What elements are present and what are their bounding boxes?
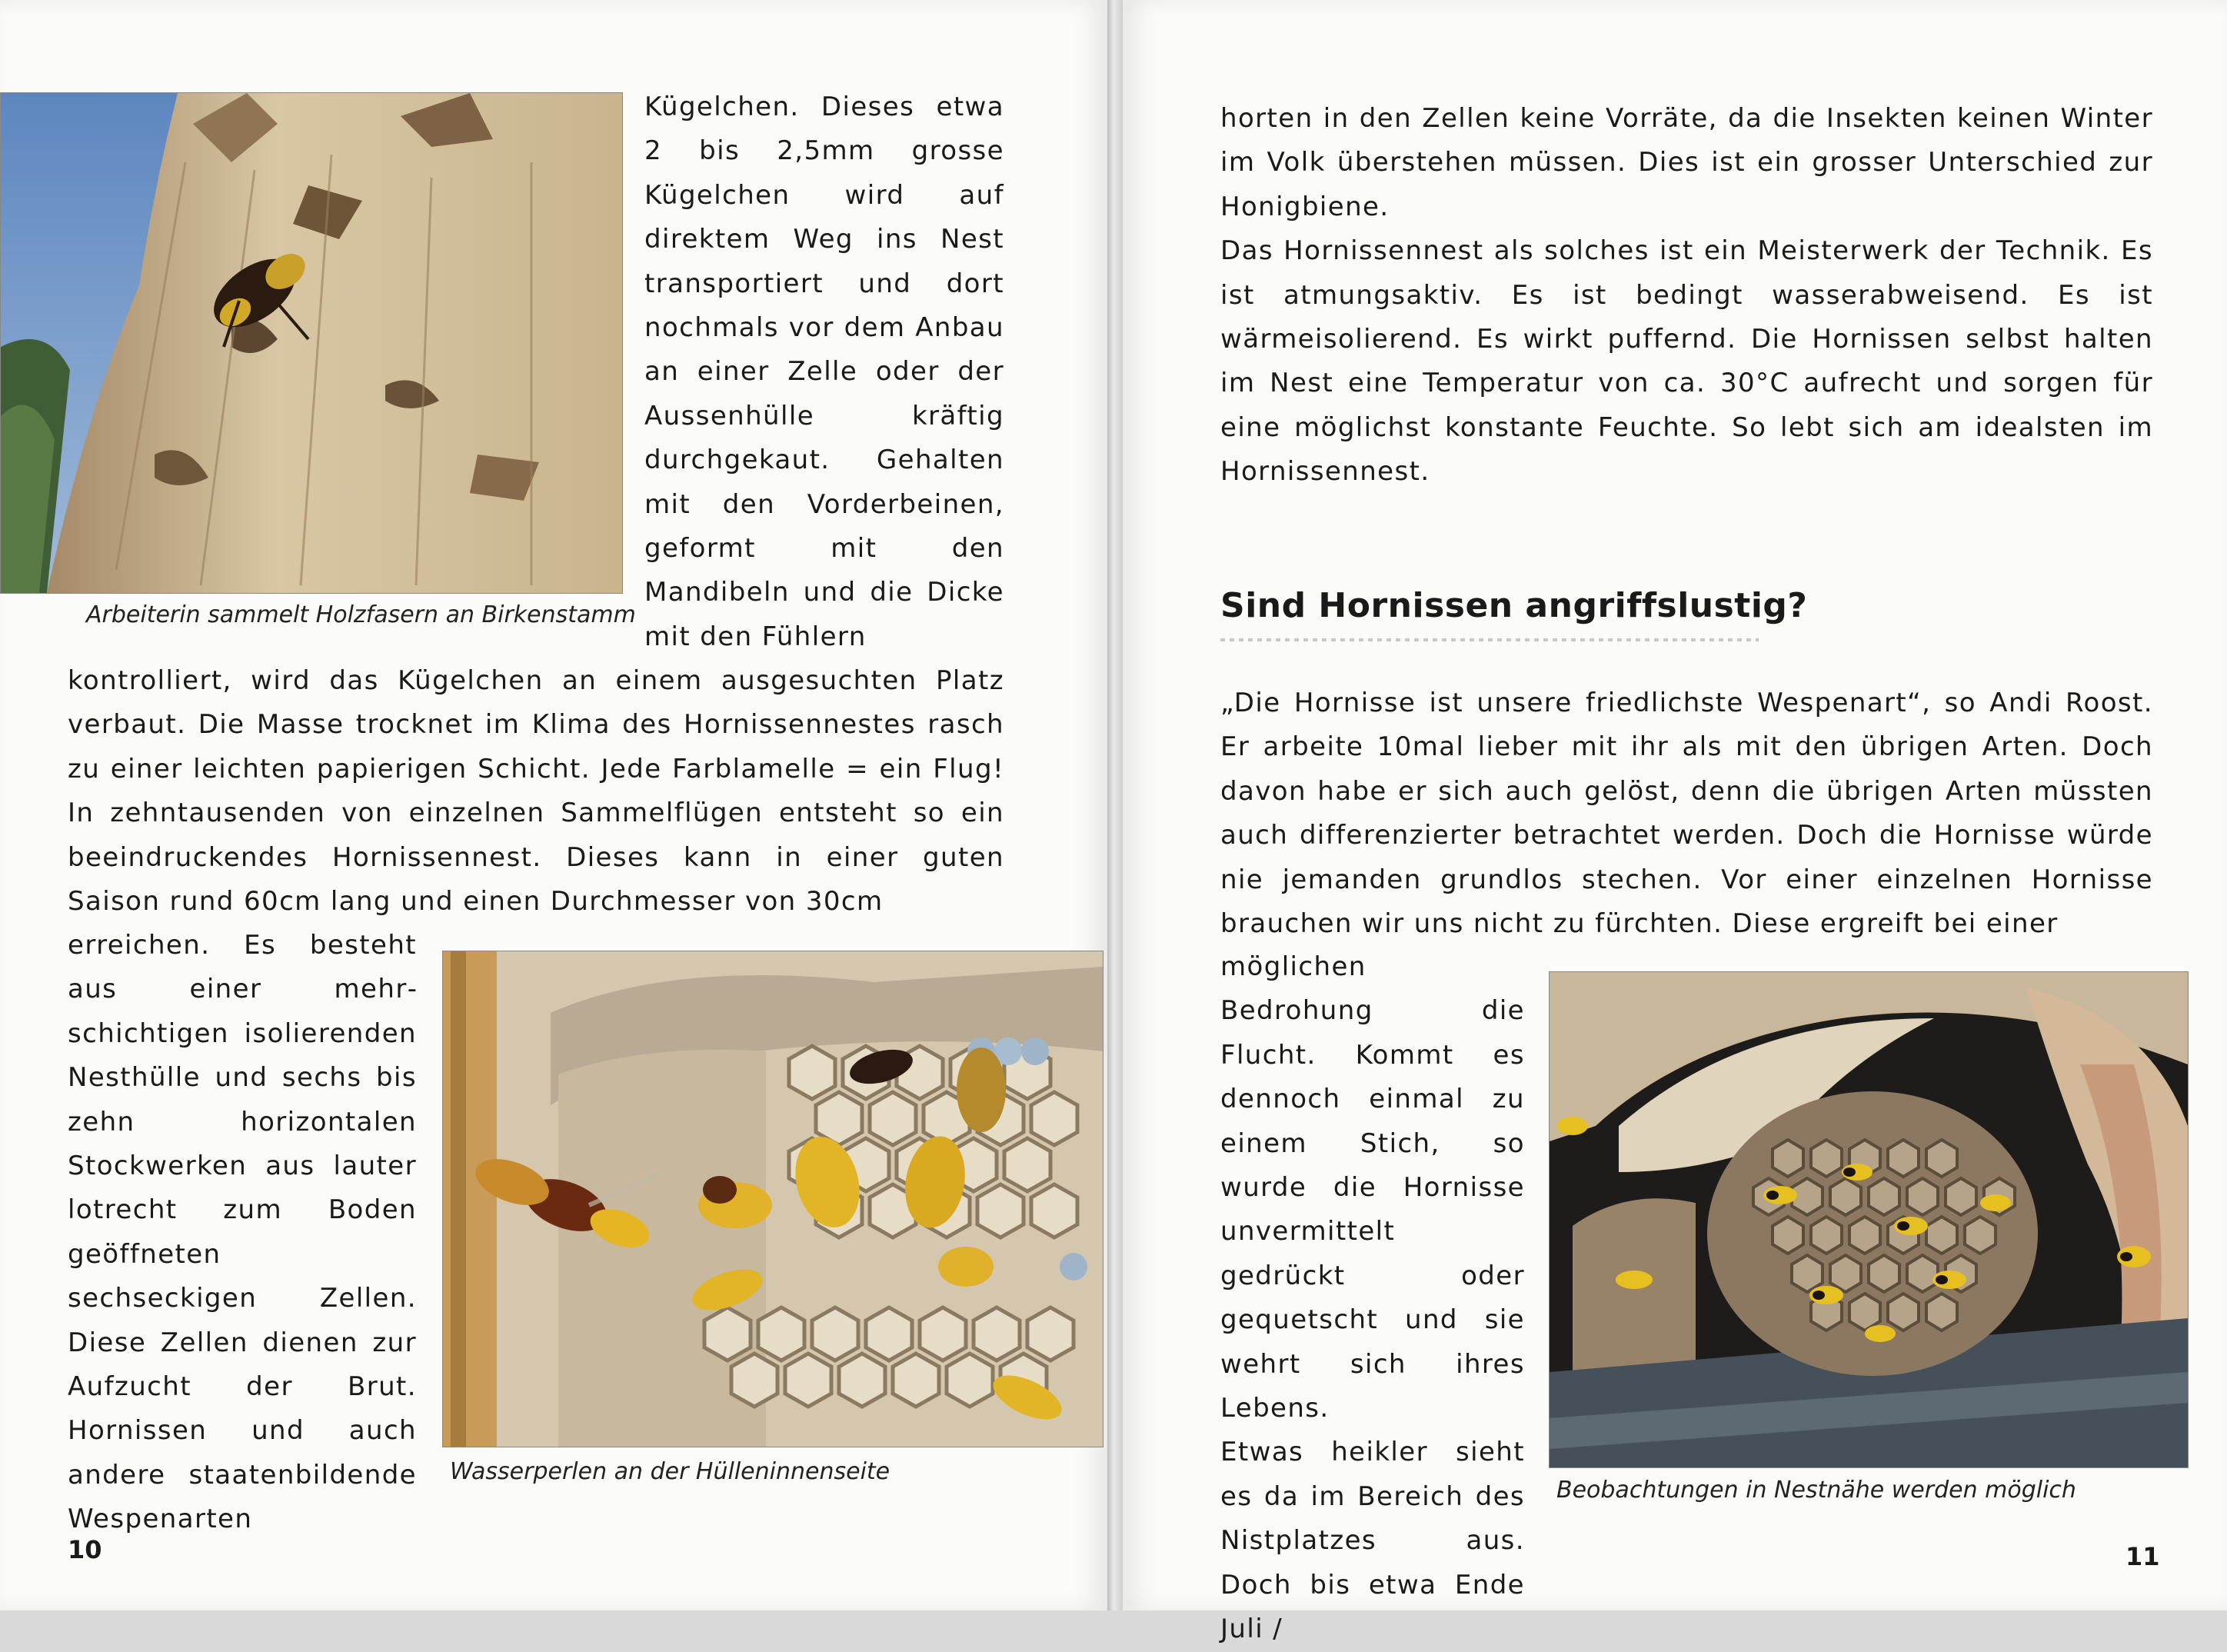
right-narrow-text: möglichen Bedrohung die Flucht. Kommt es dennoch einmal zu einem Stich, so wurde die Hornisse unvermittelt gedrückt oder gequetscht und sie wehrt sich ihres Lebens. Etwas heikler sieht es da im Bereich des Nistplatzes aus. Doch bis etwa Ende Juli /: [1220, 951, 1525, 1645]
page-number-left: 10: [68, 1535, 102, 1564]
left-full-width-text: kontrolliert, wird das Kügelchen an einem ausgesuchten Platz verbaut. Die Masse trocknet im Klima des Hornissennestes rasch zu einer leichten papierigen Schicht. Jede Farblamelle = ein Flug! In zehntausenden von einzelnen Sammelflügen entsteht so ein beeindruckendes Hornissennest. Dieses kann in einer guten Saison rund 60cm lang und einen Durchmesser von 30cm: [68, 665, 1004, 918]
wasp-nest-comb-photo: [1549, 971, 2189, 1468]
photo1-caption: Arbeiterin sammelt Holzfasern an Birkenstamm: [86, 601, 636, 628]
book-gutter: [1107, 0, 1123, 1610]
section-heading: Sind Hornissen angriffslustig?: [1220, 586, 1808, 625]
right-intro-text: horten in den Zellen keine Vorräte, da die Insekten keinen Winter im Volk überstehen müssen. Dies ist ein grosser Unterschied zur Honigbiene. Das Hornissennest als solches ist ein Meisterwerk der Technik. Es ist atmungsaktiv. Es ist bedingt wasserabweisend. Es ist wärmeisolierend. Es wirkt puffernd. Die Hornissen selbst halten im Nest eine Temperatur von ca. 30°C aufrecht und sorgen für eine möglichst konstante Feuchte. So lebt sich am idealsten im Hornissennest.: [1220, 103, 2153, 488]
left-narrow-text: erreichen. Es besteht aus einer mehrschichtigen isolierenden Nesthülle und sechs bis zehn horizontalen Stockwerken aus lauter lotrecht zum Boden geöffneten sechseckigen Zellen. Diese Zellen dienen zur Aufzucht der Brut. Hornissen und auch andere staatenbildende Wespenarten: [68, 930, 417, 1535]
heading-underline: [1220, 638, 1759, 641]
page-number-right: 11: [2125, 1542, 2160, 1571]
right-page: [1123, 0, 2227, 1645]
left-page: [0, 0, 1107, 1610]
right-quote-text: „Die Hornisse ist unsere friedlichste Wespenart“, so Andi Roost. Er arbeite 10mal lieber mit ihr als mit den übrigen Arten. Doch davon habe er sich auch gelöst, denn die übrigen Arten müssten auch differenzierter betrachtet werden. Doch die Hornisse würde nie jemanden grundlos stechen. Vor einer einzelnen Hornisse brauchen wir uns nicht zu fürchten. Diese ergreift bei einer: [1220, 688, 2153, 940]
photo2-caption: Wasserperlen an der Hülleninnenseite: [450, 1458, 890, 1485]
hornets-on-comb-photo: [442, 951, 1104, 1447]
left-column-text: Kügelchen. Dieses etwa 2 bis 2,5mm grosse Kügelchen wird auf direktem Weg ins Nest transportiert und dort nochmals vor dem Anbau an einer Zelle oder der Aussenhülle kräftig durchgekaut. Gehalten mit den Vorderbeinen, geformt mit den Mandibeln und die Dicke mit den Fühlern: [644, 92, 1004, 652]
hornet-on-birch-trunk-photo: [0, 92, 623, 594]
photo3-caption: Beobachtungen in Nestnähe werden möglich: [1556, 1477, 2076, 1504]
